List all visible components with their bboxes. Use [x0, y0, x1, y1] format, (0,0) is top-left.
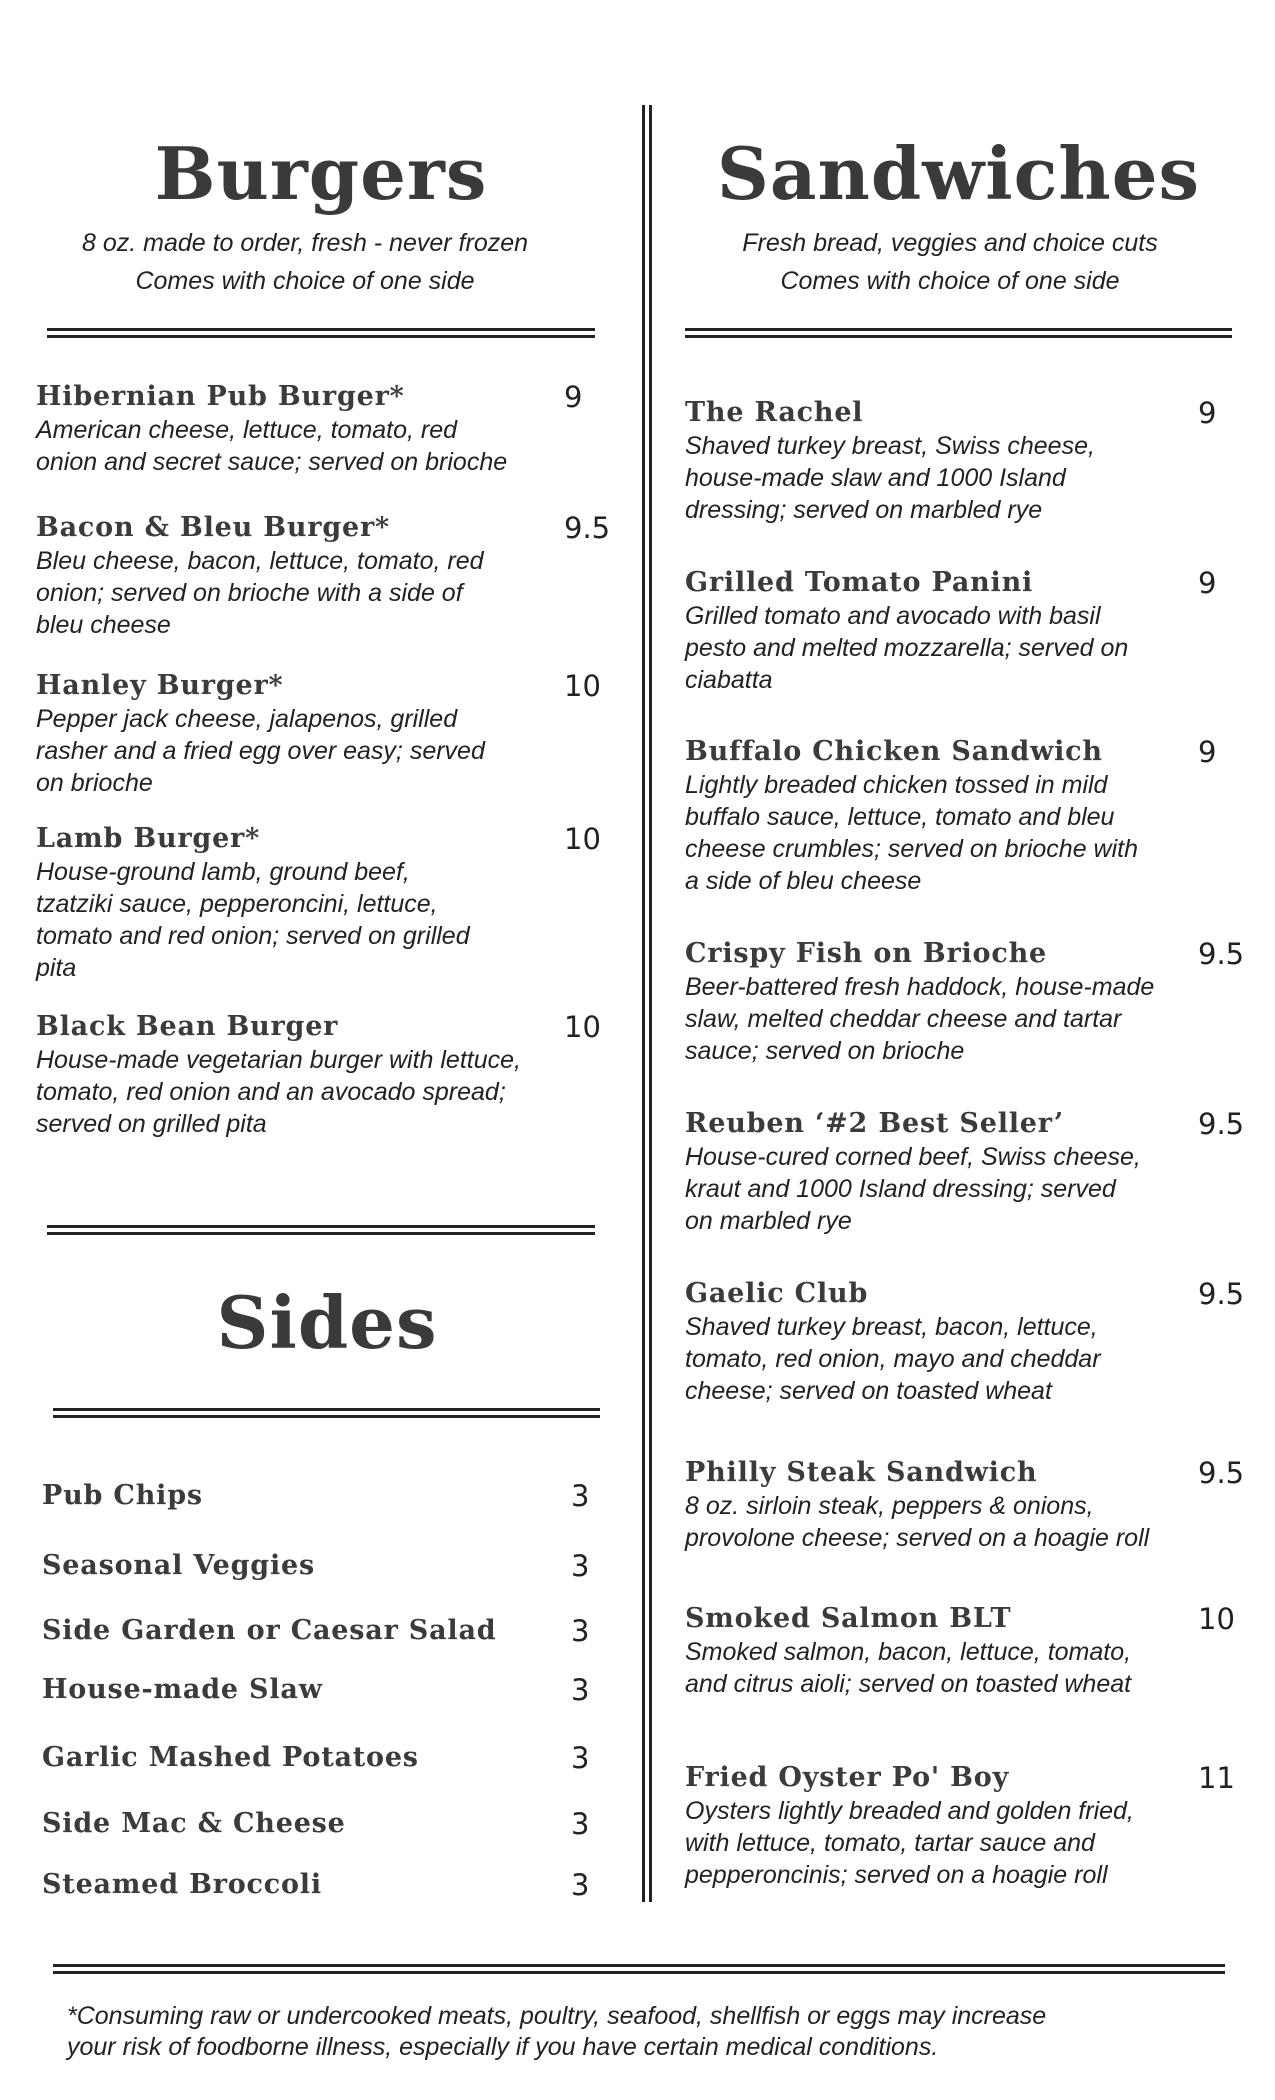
item-price: 3 — [571, 1807, 590, 1841]
sides-menu-item — [42, 1673, 323, 1707]
item-price: 3 — [571, 1673, 590, 1707]
item-description: House-ground lamb, ground beef, tzatziki sauce, pepperoncini, lettuce, tomato and red onion; served on grilled pita — [36, 858, 470, 982]
item-name: The Rachel — [685, 397, 864, 428]
burgers-menu-item — [36, 669, 485, 799]
item-name: Garlic Mashed Potatoes — [42, 1742, 419, 1773]
item-name: Black Bean Burger — [36, 1011, 339, 1042]
sandwiches-title: Sandwiches — [716, 131, 1201, 216]
sandwiches-menu-item — [685, 566, 1128, 696]
sides-top-divider — [47, 1225, 595, 1235]
item-price: 3 — [571, 1614, 590, 1648]
item-description: House-made vegetarian burger with lettuce, tomato, red onion and an avocado spread; served on grilled pita — [36, 1046, 521, 1138]
item-price: 3 — [571, 1868, 590, 1902]
item-name: Side Garden or Caesar Salad — [42, 1615, 497, 1646]
sandwiches-menu-item — [685, 1456, 1149, 1554]
burgers-menu-item — [36, 380, 507, 478]
item-name: Smoked Salmon BLT — [685, 1603, 1012, 1634]
item-description: House-cured corned beef, Swiss cheese, kraut and 1000 Island dressing; served on marbled rye — [685, 1143, 1141, 1235]
item-description: Shaved turkey breast, Swiss cheese, house-made slaw and 1000 Island dressing; served on marbled rye — [685, 432, 1095, 524]
sandwiches-subtitle-line: Comes with choice of one side — [780, 267, 1120, 295]
item-name: Fried Oyster Po' Boy — [685, 1762, 1010, 1793]
burgers-menu-item — [36, 1010, 521, 1140]
item-price: 9.5 — [1198, 1107, 1245, 1141]
item-description: Pepper jack cheese, jalapenos, grilled rasher and a fried egg over easy; served on brioche — [36, 705, 485, 797]
item-price: 11 — [1198, 1761, 1235, 1795]
item-price: 9.5 — [1198, 1277, 1245, 1311]
item-name: Seasonal Veggies — [42, 1550, 316, 1581]
item-description: Bleu cheese, bacon, lettuce, tomato, red onion; served on brioche with a side of bleu cheese — [36, 547, 484, 639]
sides-bottom-divider — [53, 1408, 600, 1418]
burgers-subtitle — [20, 224, 590, 300]
item-price: 9 — [1198, 566, 1217, 600]
item-price: 9 — [1198, 735, 1217, 769]
burgers-subtitle-line: Comes with choice of one side — [135, 267, 475, 295]
burgers-menu-item — [36, 511, 484, 641]
item-description: American cheese, lettuce, tomato, red onion and secret sauce; served on brioche — [36, 416, 508, 476]
item-name: Hibernian Pub Burger* — [36, 381, 405, 412]
item-price: 9 — [564, 380, 583, 414]
item-description: Beer-battered fresh haddock, house-made slaw, melted cheddar cheese and tartar sauce; served on brioche — [685, 973, 1155, 1065]
item-description: Smoked salmon, bacon, lettuce, tomato, and citrus aioli; served on toasted wheat — [685, 1638, 1132, 1698]
sandwiches-subtitle-line: Fresh bread, veggies and choice cuts — [742, 229, 1158, 257]
sandwiches-menu-item — [685, 937, 1154, 1067]
sides-menu-item — [42, 1807, 346, 1841]
burgers-divider — [47, 328, 595, 338]
item-name: Gaelic Club — [685, 1278, 869, 1309]
allergy-disclaimer: *Consuming raw or undercooked meats, poultry, seafood, shellfish or eggs may increase your risk of foodborne illness, especially if you have certain medical conditions. — [67, 2002, 1047, 2061]
item-description: Grilled tomato and avocado with basil pesto and melted mozzarella; served on ciabatta — [685, 602, 1129, 694]
item-price: 10 — [564, 1010, 601, 1044]
item-price: 10 — [564, 669, 601, 703]
item-name: Grilled Tomato Panini — [685, 567, 1034, 598]
item-description: Lightly breaded chicken tossed in mild buffalo sauce, lettuce, tomato and bleu cheese crumbles; served on brioche with a side of bleu cheese — [685, 771, 1139, 895]
sides-menu-item — [42, 1614, 496, 1648]
column-divider — [642, 105, 652, 1902]
item-price: 3 — [571, 1741, 590, 1775]
sandwiches-menu-item — [685, 1761, 1134, 1891]
sandwiches-subtitle — [665, 224, 1235, 300]
sandwiches-menu-item — [685, 1107, 1141, 1237]
burgers-menu-item — [36, 822, 470, 984]
item-name: Crispy Fish on Brioche — [685, 938, 1047, 969]
item-price: 9.5 — [564, 511, 611, 545]
sides-title: Sides — [216, 1280, 438, 1365]
burgers-title: Burgers — [154, 131, 488, 216]
item-price: 9.5 — [1198, 1456, 1245, 1490]
item-name: Pub Chips — [42, 1480, 203, 1511]
item-name: House-made Slaw — [42, 1674, 323, 1705]
sandwiches-menu-item — [685, 735, 1138, 897]
sandwiches-menu-item — [685, 1602, 1131, 1700]
sandwiches-menu-item — [685, 1277, 1101, 1407]
item-name: Buffalo Chicken Sandwich — [685, 736, 1103, 767]
sides-menu-item — [42, 1741, 419, 1775]
sides-menu-item — [42, 1549, 315, 1583]
sandwiches-divider — [685, 328, 1232, 338]
burgers-subtitle-line: 8 oz. made to order, fresh - never frozen — [81, 229, 529, 257]
item-name: Hanley Burger* — [36, 670, 284, 701]
item-description: Oysters lightly breaded and golden fried, with lettuce, tomato, tartar sauce and pepperoncinis; served on a hoagie roll — [685, 1797, 1134, 1889]
item-name: Philly Steak Sandwich — [685, 1457, 1038, 1488]
sides-menu-item — [42, 1479, 203, 1513]
sides-menu-item — [42, 1868, 322, 1902]
item-name: Bacon & Bleu Burger* — [36, 512, 390, 543]
item-price: 10 — [1198, 1602, 1235, 1636]
item-name: Lamb Burger* — [36, 823, 261, 854]
item-description: 8 oz. sirloin steak, peppers & onions, provolone cheese; served on a hoagie roll — [685, 1492, 1150, 1552]
item-price: 10 — [564, 822, 601, 856]
item-name: Steamed Broccoli — [42, 1869, 322, 1900]
sandwiches-menu-item — [685, 396, 1095, 526]
item-name: Reuben ‘#2 Best Seller’ — [685, 1108, 1064, 1139]
item-price: 3 — [571, 1549, 590, 1583]
item-name: Side Mac & Cheese — [42, 1808, 346, 1839]
footer-divider — [53, 1964, 1225, 1974]
item-price: 3 — [571, 1479, 590, 1513]
item-price: 9.5 — [1198, 937, 1245, 971]
item-description: Shaved turkey breast, bacon, lettuce, tomato, red onion, mayo and cheddar cheese; served on toasted wheat — [685, 1313, 1101, 1405]
item-price: 9 — [1198, 396, 1217, 430]
